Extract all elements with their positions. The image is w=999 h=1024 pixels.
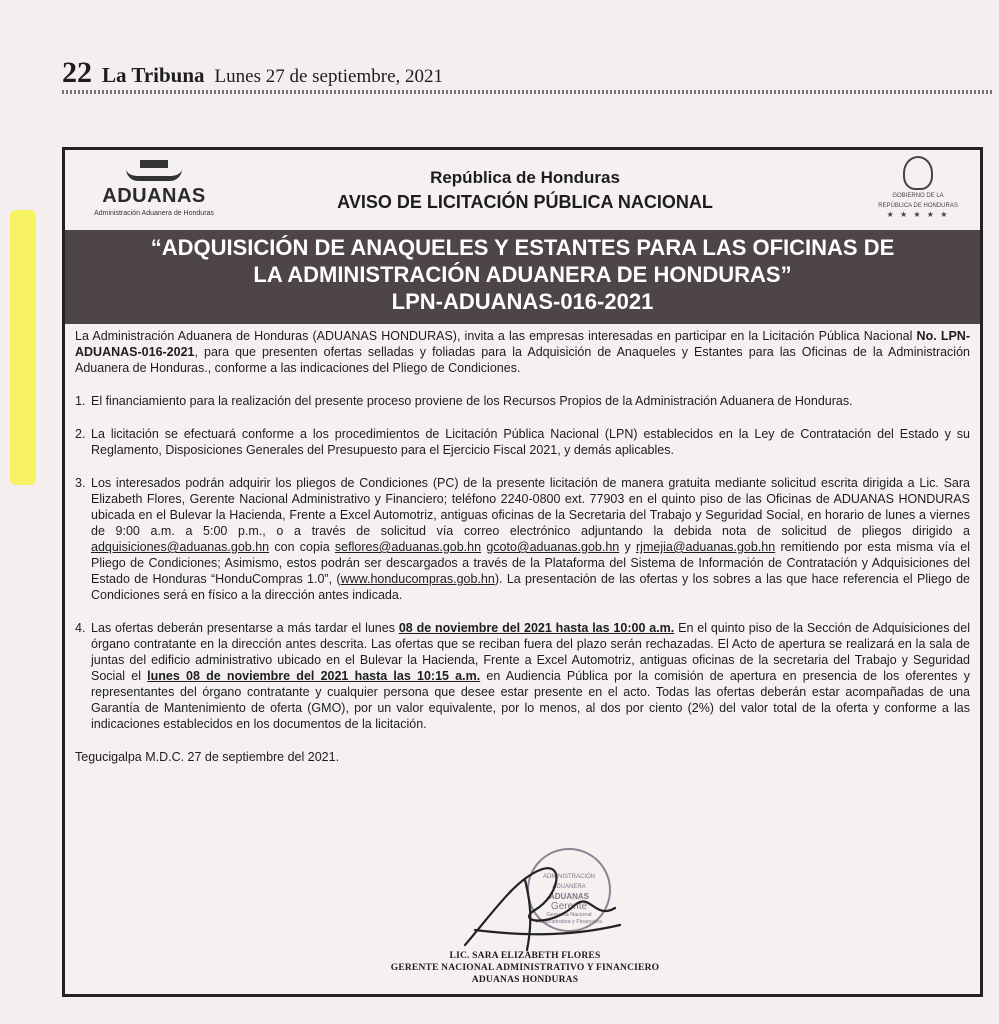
highlighter-mark — [10, 210, 36, 485]
seal-name: ADUANAS — [549, 892, 589, 901]
newspaper-name: La Tribuna — [102, 63, 205, 87]
list-item — [75, 393, 970, 409]
email-link-seflores[interactable]: seflores@aduanas.gob.hn — [334, 540, 482, 554]
item-text: El financiamiento para la realización del presente proceso proviene de los Recursos Propios de la Administración Aduanera de Honduras. — [91, 394, 853, 408]
list-item — [75, 426, 970, 458]
aduanas-logo — [79, 158, 229, 224]
item-number: 2. — [75, 427, 86, 441]
intro-paragraph — [75, 328, 970, 376]
seal-top-text: ADMINISTRACIÓN ADUANERA — [542, 874, 595, 890]
place-date: Tegucigalpa M.D.C. 27 de septiembre del 2021. — [75, 750, 340, 764]
signer-org: ADUANAS HONDURAS — [471, 975, 579, 985]
banner-line-2: LA ADMINISTRACIÓN ADUANERA DE HONDURAS” — [253, 262, 792, 287]
honducompras-link[interactable]: www.honducompras.gob.hn — [340, 572, 495, 586]
notice-type: AVISO DE LICITACIÓN PÚBLICA NACIONAL — [337, 192, 713, 212]
signer-block — [345, 950, 705, 986]
aduanas-logo-subtitle: Administración Aduanera de Honduras — [94, 210, 214, 217]
title-banner — [65, 230, 980, 324]
seal-bottom-text: Gerencia Nacional Administrativa y Financiera — [535, 912, 603, 925]
item-text: La licitación se efectuará conforme a los procedimientos de Licitación Pública Nacional (LPN) establecidos en la Ley de Contratación del Estado y su Reglamento, Disposiciones Generales del Presupuesto para el Ejercicio Fiscal 2021, y demás aplicables. — [91, 427, 970, 457]
item-4-text-c: en Audiencia Pública por la comisión de apertura en presencia de los oferentes y representantes del órgano contratante y cualquier persona que desee estar presente en el acto. Todas las ofertas deberán estar acompañadas de una Garantía de Mantenimiento de oferta (GMO), por un valor equivalente, por lo menos, al dos por ciento (2%) del valor total de la oferta y conforme a las indicaciones establecidos en los documentos de la licitación. — [91, 669, 970, 731]
signature — [455, 850, 625, 960]
item-3-text-d: y — [619, 540, 637, 554]
item-text — [91, 475, 970, 603]
ship-icon — [126, 158, 182, 181]
list-item — [75, 620, 970, 732]
banner-line-1: “ADQUISICIÓN DE ANAQUELES Y ESTANTES PARA LAS OFICINAS DE — [150, 235, 895, 260]
signer-name: LIC. SARA ELIZABETH FLORES — [449, 951, 601, 961]
stars-icon: ★ ★ ★ ★ ★ — [886, 210, 950, 219]
header-title — [265, 168, 785, 213]
item-4-text-b: En el quinto piso de la Sección de Adquisiciones del órgano contratante en la dirección antes descrita. Las ofertas que se reciban fuera del plazo serán rechazadas. El Acto de apertura se realizará en la sala de juntas del edificio administrativo ubicado en el Bulevar la Hacienda, Frente a Excel Automotriz, antiguas oficinas de la secretaria del Trabajo y Seguridad Social el — [91, 621, 970, 683]
intro-text-end: , para que presenten ofertas selladas y foliadas para la Adquisición de Anaqueles y Estantes para las Oficinas de la Administración Aduanera de Honduras., conforme a las indicaciones del Pliego de Condiciones. — [75, 345, 970, 375]
item-number: 3. — [75, 476, 86, 490]
item-3-text-e: remitiendo por esta misma vía el Pliego de Condiciones; Asimismo, estos podrán ser descargados a través de la Plataforma del Sistema de Información de Contratación y Adquisiciones del Estado de Honduras “HonduCompras 1.0”, ( — [91, 540, 970, 586]
item-3-text-a: Los interesados podrán adquirir los pliegos de Condiciones (PC) de la presente licitación de manera gratuita mediante solicitud escrita dirigida a Lic. Sara Elizabeth Flores, Gerente Nacional Administrativo y Financiero; teléfono 2240-0800 ext. 77903 en el quinto piso de las Oficinas de ADUANAS HONDURAS ubicada en el Bulevar la Hacienda, Frente a Excel Automotriz, antiguas oficinas de la Secretaria del Trabajo y Seguridad Social, en horario de lunes a viernes de 9:00 a.m. a 5:00 p.m., o a través de solicitud vía correo electrónico adjuntando la debida nota de solicitud de pliegos dirigido a — [91, 476, 970, 538]
item-4-text-a: Las ofertas deberán presentarse a más tardar el lunes — [91, 621, 399, 635]
intro-text: La Administración Aduanera de Honduras (ADUANAS HONDURAS), invita a las empresas interesadas en participar en la Licitación Pública Nacional — [75, 329, 917, 343]
tender-notice — [62, 147, 983, 997]
newspaper-masthead — [62, 56, 992, 92]
government-label-1: GOBIERNO DE LA — [892, 193, 944, 199]
masthead-rule — [62, 90, 992, 94]
email-link-adquisiciones[interactable]: adquisiciones@aduanas.gob.hn — [91, 540, 270, 554]
intro-tender-number: No. LPN-ADUANAS-016-2021 — [75, 329, 970, 359]
seal-role: Gerente — [550, 901, 588, 912]
list-item — [75, 475, 970, 603]
aduanas-logo-word: ADUANAS — [102, 185, 206, 207]
item-3-text-b: con copia — [269, 540, 335, 554]
item-number: 4. — [75, 621, 86, 635]
opening-date: lunes 08 de noviembre del 2021 hasta las 10:15 a.m. — [147, 669, 481, 683]
notice-body — [75, 328, 970, 765]
item-3-text-f: ). La presentación de las ofertas y los sobres a las que hace referencia el Pliego de Condiciones será en físico a la dirección antes indicada. — [91, 572, 971, 602]
item-number: 1. — [75, 394, 86, 408]
email-link-gcoto[interactable]: gcoto@aduanas.gob.hn — [486, 540, 620, 554]
page-number: 22 — [62, 56, 92, 89]
submission-deadline: 08 de noviembre del 2021 hasta las 10:00 a.m. — [398, 621, 675, 635]
country-name: República de Honduras — [430, 168, 620, 187]
government-crest — [870, 156, 966, 226]
item-text — [91, 620, 970, 732]
email-link-rjmejia[interactable]: rjmejia@aduanas.gob.hn — [636, 540, 776, 554]
notice-header — [65, 150, 980, 230]
issue-date: Lunes 27 de septiembre, 2021 — [214, 66, 444, 87]
signer-title: GERENTE NACIONAL ADMINISTRATIVO Y FINANCIERO — [390, 963, 660, 973]
tender-code: LPN-ADUANAS-016-2021 — [391, 289, 654, 314]
government-label-2: REPÚBLICA DE HONDURAS — [878, 203, 958, 209]
coat-of-arms-icon — [903, 156, 933, 190]
